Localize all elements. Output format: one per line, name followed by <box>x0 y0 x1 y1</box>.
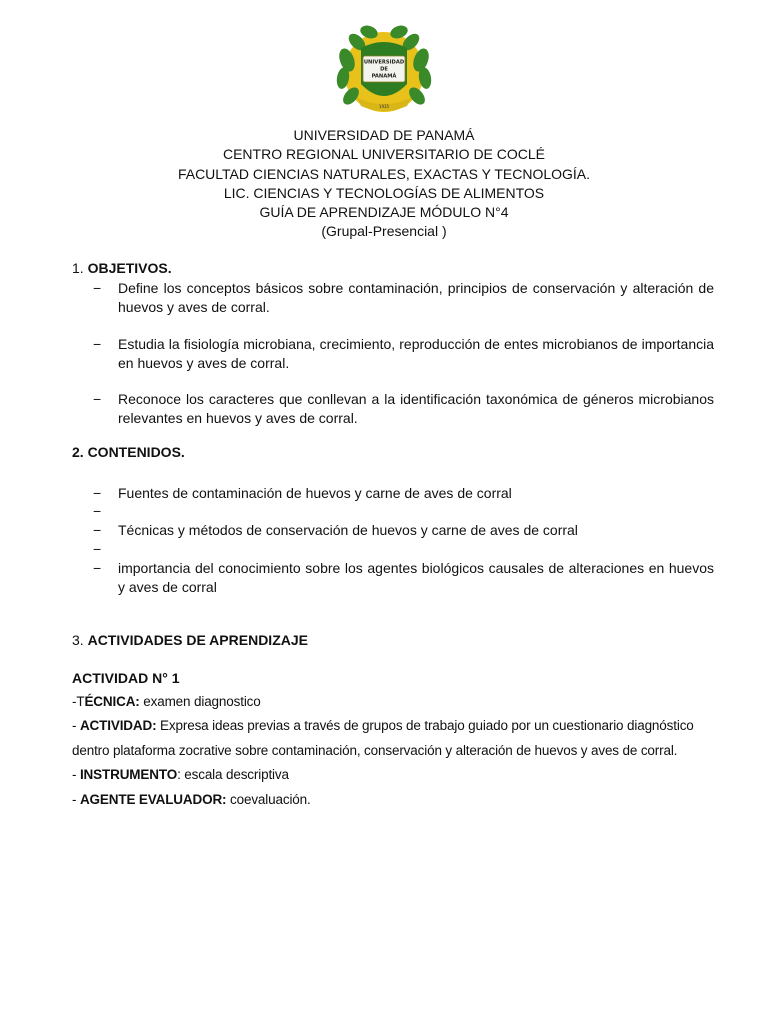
objetivo-text: Estudia la fisiología microbiana, crecimiento, reproducción de entes microbianos de importancia en huevos y aves de corral. <box>118 336 714 371</box>
contenido-text: Fuentes de contaminación de huevos y carne de aves de corral <box>118 485 512 501</box>
objetivo-item <box>93 335 714 372</box>
dash-bullet: − <box>93 391 102 407</box>
header-guide-title: GUÍA DE APRENDIZAJE MÓDULO N°4 <box>259 204 509 221</box>
section-title: OBJETIVOS. <box>87 260 172 276</box>
svg-text:DE: DE <box>380 66 388 73</box>
university-seal-logo <box>333 22 435 118</box>
header-regional-center: CENTRO REGIONAL UNIVERSITARIO DE COCLÉ <box>222 146 546 163</box>
objetivo-text: Reconoce los caracteres que conllevan a la identificación taxonómica de géneros microbianos relevantes en huevos y aves de corral. <box>118 391 714 426</box>
header-degree: LIC. CIENCIAS Y TECNOLOGÍAS DE ALIMENTOS <box>223 184 545 201</box>
activity-title: ACTIVIDAD N° 1 <box>72 670 180 686</box>
contenido-item <box>93 521 714 540</box>
section-title: ACTIVIDADES DE APRENDIZAJE <box>87 632 308 648</box>
activity-tecnica: -TÉCNICA: examen diagnostico <box>72 694 261 709</box>
objetivo-text: Define los conceptos básicos sobre contaminación, principios de conservación y alteración de huevos y aves de corral. <box>118 280 714 315</box>
activity-actividad: - ACTIVIDAD: Expresa ideas previas a través de grupos de trabajo guiado por un cuestionario diagnóstico <box>72 718 694 733</box>
dash-bullet: − <box>93 560 102 576</box>
header-university: UNIVERSIDAD DE PANAMÁ <box>293 127 475 143</box>
section-number: 3. <box>72 632 88 648</box>
dash-bullet: − <box>93 503 102 519</box>
dash-bullet: − <box>93 522 102 538</box>
header-faculty: FACULTAD CIENCIAS NATURALES, EXACTAS Y TECNOLOGÍA. <box>177 165 591 182</box>
contenido-text: importancia del conocimiento sobre los agentes biológicos causales de alteraciones en huevos y aves de corral <box>118 560 714 595</box>
section-title: 2. CONTENIDOS. <box>72 444 185 460</box>
contenido-text: Técnicas y métodos de conservación de huevos y carne de aves de corral <box>118 522 578 538</box>
svg-text:UNIVERSIDAD: UNIVERSIDAD <box>363 59 405 66</box>
svg-text:PANAMÁ: PANAMÁ <box>371 73 397 80</box>
section-number: 1. <box>72 260 88 276</box>
dash-bullet: − <box>93 541 102 557</box>
section-heading-actividades <box>72 631 308 650</box>
header-modality: (Grupal-Presencial ) <box>321 223 447 240</box>
contenido-item <box>93 559 714 596</box>
activity-agente-evaluador: - AGENTE EVALUADOR: coevaluación. <box>72 792 311 807</box>
document-header <box>0 126 768 242</box>
section-heading-contenidos <box>72 443 185 462</box>
contenido-item <box>93 484 714 503</box>
objetivo-item <box>93 390 714 427</box>
dash-bullet: − <box>93 336 102 352</box>
activity-instrumento: - INSTRUMENTO: escala descriptiva <box>72 767 289 782</box>
dash-bullet: − <box>93 485 102 501</box>
section-heading-objetivos <box>72 259 172 278</box>
svg-text:1935: 1935 <box>378 104 390 109</box>
dash-bullet: − <box>93 280 102 296</box>
activity-actividad-continued: dentro plataforma zocrative sobre contaminación, conservación y alteración de huevos y aves de corral. <box>72 743 678 758</box>
objetivo-item <box>93 279 714 316</box>
